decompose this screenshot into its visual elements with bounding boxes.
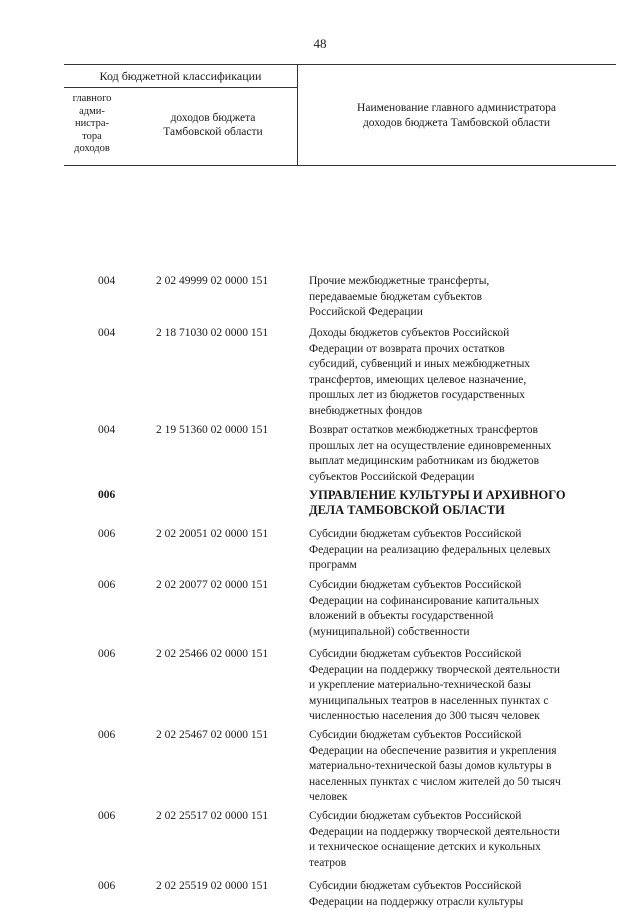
income-code: 2 02 20077 02 0000 151 (156, 579, 269, 591)
name-line: субсидий, субвенций и иных межбюджетных (309, 358, 531, 371)
name-line: Федерации на обеспечение развития и укрепления (309, 744, 557, 757)
name-line: Федерации на поддержку творческой деятельности (309, 825, 560, 838)
name-line: Федерации на реализацию федеральных целевых (309, 543, 551, 556)
name-line: УПРАВЛЕНИЕ КУЛЬТУРЫ И АРХИВНОГО (309, 488, 566, 502)
name-line: Федерации на поддержку отрасли культуры (309, 895, 524, 908)
income-column-header (138, 111, 288, 139)
name-line: выплат медицинским работникам из бюджетов (309, 455, 539, 468)
name-column-header (304, 101, 609, 131)
income-code: 2 02 49999 02 0000 151 (156, 275, 269, 287)
table-header (64, 64, 616, 166)
name-line: (муниципальной) собственности (309, 625, 470, 638)
income-name (309, 728, 609, 806)
name-line: Субсидии бюджетам субъектов Российской (309, 810, 522, 822)
name-line: Федерации на поддержку творческой деятельности (309, 663, 560, 676)
income-name (309, 326, 609, 420)
name-line: программ (309, 559, 357, 572)
name-line: внебюджетных фондов (309, 404, 423, 417)
income-code: 2 02 25517 02 0000 151 (156, 810, 269, 822)
admin-code: 006 (98, 810, 116, 822)
name-line: муниципальных театров в населенных пунктах с (309, 694, 549, 707)
name-line: Возврат остатков межбюджетных трансфертов (309, 424, 538, 436)
income-code: 2 02 25466 02 0000 151 (156, 648, 269, 660)
name-line: Федерации от возврата прочих остатков (309, 342, 505, 355)
name-line: Российской Федерации (309, 306, 423, 319)
income-name (309, 527, 609, 574)
name-line: численностью населения до 300 тысяч человек (309, 710, 540, 723)
admin-code: 004 (98, 424, 116, 436)
name-header-line: доходов бюджета Тамбовской области (362, 117, 551, 129)
name-line: передаваемые бюджетам субъектов (309, 290, 483, 303)
name-line: прошлых лет из бюджетов государственных (309, 389, 525, 402)
name-line: Доходы бюджетов субъектов Российской (309, 327, 510, 339)
name-line: Субсидии бюджетам субъектов Российской (309, 528, 522, 540)
admin-header-line: доходов (74, 143, 110, 154)
name-line: Субсидии бюджетам субъектов Российской (309, 729, 522, 741)
admin-code: 006 (98, 489, 116, 501)
name-line: ДЕЛА ТАМБОВСКОЙ ОБЛАСТИ (309, 503, 505, 517)
budget-table (64, 64, 616, 908)
admin-header-line: тора (82, 130, 102, 142)
name-line: Прочие межбюджетные трансферты, (309, 275, 490, 287)
income-name (309, 423, 609, 485)
kbk-header: Код бюджетной классификации (64, 65, 297, 88)
admin-column-header (64, 93, 120, 156)
income-code: 2 18 71030 02 0000 151 (156, 327, 269, 339)
income-code: 2 19 51360 02 0000 151 (156, 424, 269, 436)
name-line: субъектов Российской Федерации (309, 470, 475, 483)
income-name (309, 879, 609, 910)
admin-code: 006 (98, 729, 116, 741)
income-name (309, 274, 609, 321)
income-name (309, 647, 609, 725)
admin-header-line: главного (72, 93, 112, 104)
name-line: трансфертов, имеющих целевое назначение, (309, 373, 527, 386)
admin-code: 004 (98, 327, 116, 339)
admin-header-line: нистра- (74, 118, 110, 129)
name-header-line: Наименование главного администратора (357, 102, 556, 114)
income-header-line: Тамбовской области (163, 126, 263, 138)
name-line: Федерации на софинансирование капитальных (309, 594, 540, 607)
admin-code: 006 (98, 648, 116, 660)
name-line: Субсидии бюджетам субъектов Российской (309, 648, 522, 660)
income-code: 2 02 25467 02 0000 151 (156, 729, 269, 741)
name-line: человек (309, 791, 348, 804)
name-line: театров (309, 856, 347, 869)
name-line: и укрепление материально-технической базы (309, 679, 531, 692)
income-name (309, 578, 609, 640)
header-divider (297, 65, 298, 165)
name-line: материально-технической базы домов культуры в (309, 760, 552, 773)
income-code: 2 02 20051 02 0000 151 (156, 528, 269, 540)
section-title (309, 488, 609, 518)
admin-header-line: адми- (79, 105, 105, 117)
income-code: 2 02 25519 02 0000 151 (156, 880, 269, 892)
name-line: населенных пунктах с числом жителей до 50 тысяч (309, 775, 561, 788)
name-line: Субсидии бюджетам субъектов Российской (309, 579, 522, 591)
admin-code: 006 (98, 528, 116, 540)
admin-code: 004 (98, 275, 116, 287)
income-name (309, 809, 609, 871)
page-number: 48 (313, 36, 327, 51)
name-line: прошлых лет на осуществление единовременных (309, 439, 552, 452)
admin-code: 006 (98, 579, 116, 591)
admin-code: 006 (98, 880, 116, 892)
income-header-line: доходов бюджета (170, 112, 256, 124)
name-line: Субсидии бюджетам субъектов Российской (309, 880, 522, 892)
name-line: и техническое оснащение детских и кукольных (309, 841, 541, 854)
name-line: вложений в объекты государственной (309, 610, 494, 623)
